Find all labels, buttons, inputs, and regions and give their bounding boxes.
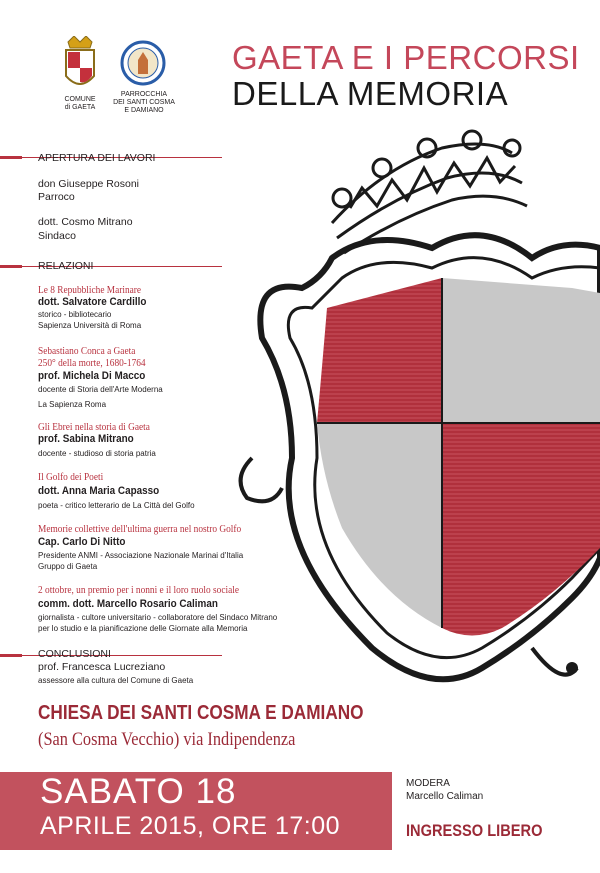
talk-role: Presidente ANMI - Associazione Nazionale Marinai d'Italia [38,551,244,560]
talk-topic: Il Golfo dei Poeti [38,471,104,483]
relazioni-heading: RELAZIONI [38,260,94,272]
comune-crest-icon [62,36,98,94]
date-time: APRILE 2015, ORE 17:00 [40,812,341,840]
crown-icon [332,131,527,253]
coat-of-arms-illustration [232,128,600,700]
section-marker [0,265,22,268]
date-day: SABATO 18 [40,772,237,811]
modera-name: Marcello Caliman [406,791,484,802]
speaker-name: dott. Cosmo Mitrano [38,216,133,228]
talk-role: docente di Storia dell'Arte Moderna [38,385,163,394]
title-line-2: DELLA MEMORIA [232,75,509,112]
talk-speaker: prof. Michela Di Macco [38,370,146,382]
talk-role: storico - bibliotecario [38,310,112,319]
talk-role: per lo studio e la pianificazione delle Giornate alla Memoria [38,624,248,633]
section-marker [0,156,22,159]
speaker-name: prof. Francesca Lucreziano [38,661,166,673]
talk-speaker: dott. Salvatore Cardillo [38,296,147,308]
speaker-role: Parroco [38,191,75,203]
comune-logo [62,36,98,94]
comune-logo-label: COMUNE di GAETA [64,96,96,111]
talk-role: giornalista - cultore universitario - collaboratore del Sindaco Mitrano [38,613,278,622]
section-marker [0,654,22,657]
talk-role: docente - studioso di storia patria [38,449,156,458]
parrocchia-seal-icon [120,40,166,86]
talk-speaker: prof. Sabina Mitrano [38,433,134,445]
talk-speaker: comm. dott. Marcello Rosario Caliman [38,598,218,610]
speaker-role: assessore alla cultura del Comune di Gaeta [38,676,194,685]
parrocchia-logo [120,40,166,86]
speaker-role: Sindaco [38,230,76,242]
talk-speaker: dott. Anna Maria Capasso [38,485,160,497]
conclusioni-heading: CONCLUSIONI [38,648,111,660]
venue-name: CHIESA DEI SANTI COSMA E DAMIANO [38,702,364,724]
talk-topic: Gli Ebrei nella storia di Gaeta [38,421,150,433]
apertura-heading: APERTURA DEI LAVORI [38,152,156,164]
speaker-name: don Giuseppe Rosoni [38,178,139,190]
free-entry-label: INGRESSO LIBERO [406,821,543,840]
talk-speaker: Cap. Carlo Di Nitto [38,536,126,548]
talk-topic: Le 8 Repubbliche Marinare [38,284,142,296]
talk-role: Gruppo di Gaeta [38,562,98,571]
parrocchia-logo-label: PARROCCHIA DEI SANTI COSMA E DAMIANO [113,91,175,114]
venue-address: (San Cosma Vecchio) via Indipendenza [38,729,296,750]
talk-role: Sapienza Università di Roma [38,321,142,330]
talk-topic: Memorie collettive dell'ultima guerra nel nostro Golfo [38,523,242,535]
title-line-1: GAETA E I PERCORSI [232,39,580,76]
talk-role: La Sapienza Roma [38,400,107,409]
modera-label: MODERA [406,778,450,789]
talk-topic: 2 ottobre, un premio per i nonni e il loro ruolo sociale [38,584,239,596]
talk-topic: 250° della morte, 1680-1764 [38,357,146,369]
talk-topic: Sebastiano Conca a Gaeta [38,345,136,357]
talk-role: poeta - critico letterario de La Città del Golfo [38,501,195,510]
